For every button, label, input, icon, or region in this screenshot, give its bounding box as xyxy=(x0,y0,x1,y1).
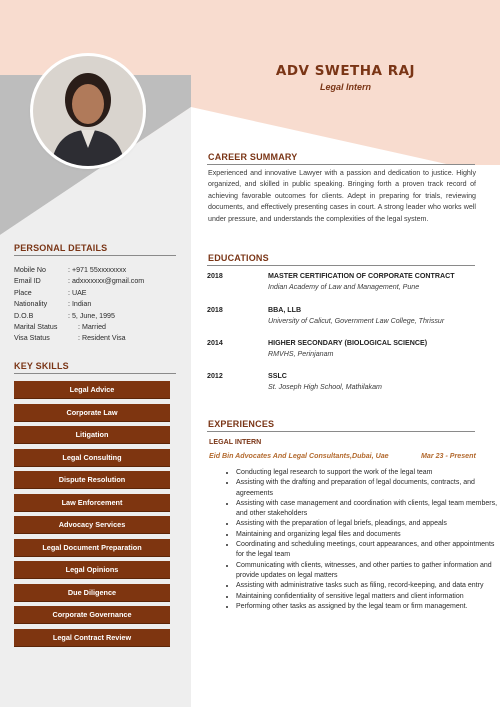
profile-photo xyxy=(33,56,143,166)
skill-badge: Due Diligence xyxy=(14,584,170,601)
key-skills-title: KEY SKILLS xyxy=(14,361,69,371)
skill-badge: Legal Contract Review xyxy=(14,629,170,646)
detail-value: : Indian xyxy=(68,300,92,309)
experience-role: LEGAL INTERN xyxy=(209,438,262,446)
skill-badge: Legal Document Preparation xyxy=(14,539,170,556)
list-item: • Assisting with administrative tasks such as filing, record-keeping, and data entry xyxy=(236,581,500,591)
candidate-name: ADV SWETHA RAJ xyxy=(275,63,416,79)
detail-value: : 5, June, 1995 xyxy=(68,311,115,320)
education-institution: Indian Academy of Law and Management, Pune xyxy=(268,283,420,291)
detail-value: : +971 55xxxxxxxx xyxy=(68,266,127,274)
career-summary-title: CAREER SUMMARY xyxy=(208,152,298,162)
detail-label: Marital Status xyxy=(14,322,58,331)
experience-duties-list xyxy=(218,468,500,612)
education-institution: RMVHS, Perinjanam xyxy=(268,350,334,358)
detail-label: Email ID xyxy=(14,277,41,286)
education-degree: HIGHER SECONDARY (BIOLOGICAL SCIENCE) xyxy=(268,339,428,347)
list-item: • Communicating with clients, witnesses, and other parties to gather information and provide updates on legal matters xyxy=(236,561,500,582)
list-item: • Coordinating and scheduling meetings, court appearances, and other appointments for the legal team xyxy=(236,540,500,561)
personal-details-title: PERSONAL DETAILS xyxy=(14,243,108,253)
education-degree: BBA, LLB xyxy=(268,306,302,314)
experience-company: Eid Bin Advocates And Legal Consultants,Dubai, Uae xyxy=(209,452,389,460)
section-divider xyxy=(207,164,475,165)
detail-value: : UAE xyxy=(68,288,87,297)
list-item: • Assisting with case management and coordination with clients, legal team members, and other stakeholders xyxy=(236,499,500,520)
detail-label: Place xyxy=(14,288,32,297)
detail-value: : adxxxxxxx@gmail.com xyxy=(68,277,145,286)
list-item: • Assisting with the drafting and preparation of legal documents, contracts, and agreements xyxy=(236,478,500,499)
skill-badge: Legal Opinions xyxy=(14,561,170,578)
education-year: 2018 xyxy=(207,272,223,280)
skill-badge: Corporate Law xyxy=(14,404,170,421)
detail-value: : Resident Visa xyxy=(78,334,126,343)
skill-badge: Law Enforcement xyxy=(14,494,170,511)
detail-label: D.O.B xyxy=(14,311,34,320)
key-skills-list xyxy=(14,381,170,651)
skill-badge: Corporate Governance xyxy=(14,606,170,623)
section-divider xyxy=(14,373,176,374)
list-item: • Performing other tasks as assigned by the legal team or firm management. xyxy=(236,602,500,612)
education-degree: MASTER CERTIFICATION OF CORPORATE CONTRACT xyxy=(268,272,455,280)
list-item: • Assisting with the preparation of legal briefs, pleadings, and appeals xyxy=(236,519,500,529)
detail-label: Nationality xyxy=(14,300,48,309)
detail-value: : Married xyxy=(78,322,106,331)
education-year: 2012 xyxy=(207,372,223,380)
list-item: • Maintaining and organizing legal files and documents xyxy=(236,530,500,540)
list-item: • Maintaining confidentiality of sensitive legal matters and client information xyxy=(236,592,500,602)
education-degree: SSLC xyxy=(268,372,287,380)
experience-dates: Mar 23 - Present xyxy=(421,452,476,460)
skill-badge: Legal Advice xyxy=(14,381,170,398)
section-divider xyxy=(207,431,475,432)
detail-label: Mobile No xyxy=(14,266,46,274)
detail-label: Visa Status xyxy=(14,334,50,343)
education-institution: University of Calicut, Government Law College, Thrissur xyxy=(268,317,445,325)
skill-badge: Litigation xyxy=(14,426,170,443)
educations-title: EDUCATIONS xyxy=(208,253,269,263)
career-summary-text: Experienced and innovative Lawyer with a passion and dedication to justice. Highly organized, and skilled in public speaking. Bringing forth a proven track record of achieving favorable outcomes for clients. Adept in preparing for trials, reviewing documents, and effectively presenting cases in court. A strong leader who works well under pressure, and understands the complexities of the legal system. xyxy=(208,169,476,223)
skill-badge: Advocacy Services xyxy=(14,516,170,533)
experiences-title: EXPERIENCES xyxy=(208,419,275,429)
skill-badge: Legal Consulting xyxy=(14,449,170,466)
list-item: • Conducting legal research to support the work of the legal team xyxy=(236,468,500,478)
candidate-role: Legal Intern xyxy=(319,82,371,92)
section-divider xyxy=(14,255,176,256)
education-year: 2014 xyxy=(207,339,223,347)
education-institution: St. Joseph High School, Mathilakam xyxy=(268,383,382,391)
skill-badge: Dispute Resolution xyxy=(14,471,170,488)
section-divider xyxy=(207,265,475,266)
person-icon xyxy=(33,56,143,166)
education-year: 2018 xyxy=(207,306,223,314)
